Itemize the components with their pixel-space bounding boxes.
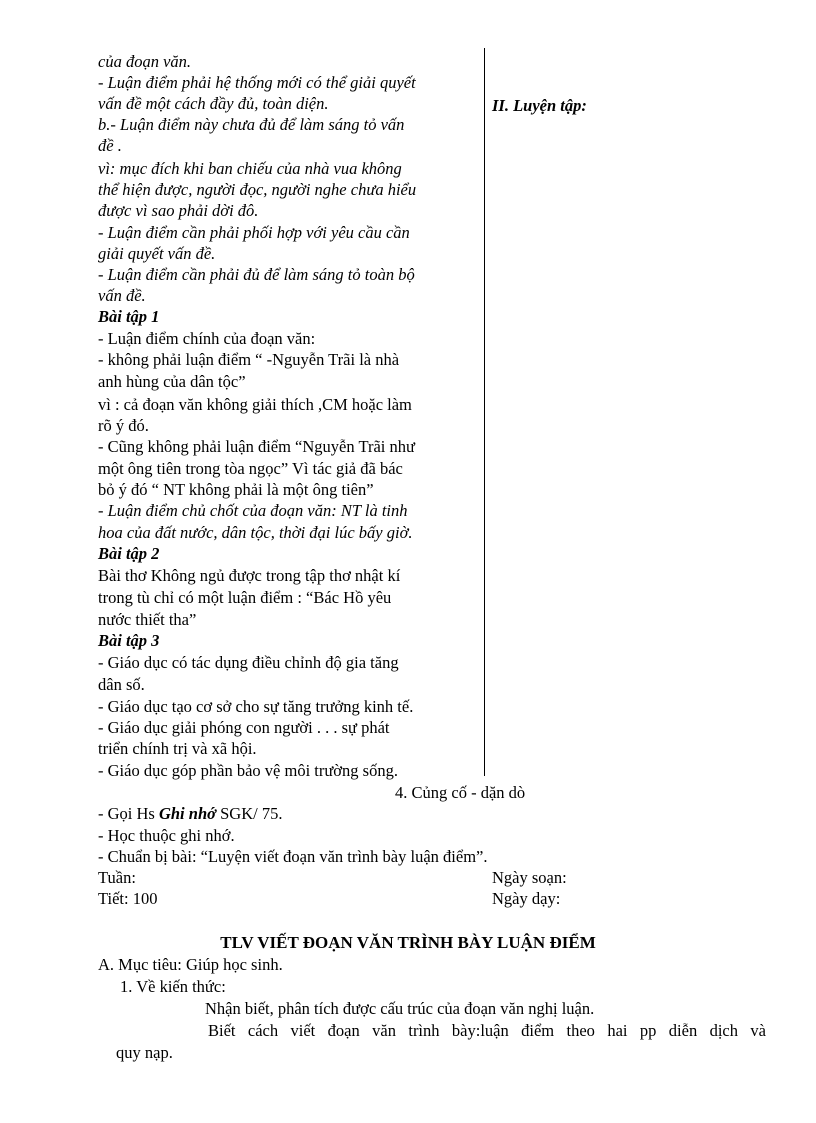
- text-line: vì: mục đích khi ban chiếu của nhà vua không: [98, 159, 402, 178]
- homework-prefix: - Gọi Hs: [98, 804, 159, 823]
- text-line: - không phải luận điểm “ -Nguyễn Trãi là nhà: [98, 350, 400, 369]
- text-line: thể hiện được, người đọc, người nghe chưa hiểu: [98, 180, 417, 199]
- homework-suffix: SGK/ 75.: [215, 804, 283, 823]
- lesson-title: TLV VIẾT ĐOẠN VĂN TRÌNH BÀY LUẬN ĐIỂM: [220, 933, 596, 952]
- text-line: - Luận điểm cần phải phối hợp với yêu cầu cần: [98, 223, 410, 242]
- text-line: của đoạn văn.: [98, 52, 192, 71]
- text-line: được vì sao phải dời đô.: [98, 201, 259, 220]
- objectives-heading: A. Mục tiêu: Giúp học sinh.: [98, 955, 283, 974]
- text-line: Bài thơ Không ngủ được trong tập thơ nhật kí: [98, 566, 401, 585]
- text-line: rõ ý đó.: [98, 416, 149, 435]
- text-line: b.- Luận điểm này chưa đủ để làm sáng tỏ vấn: [98, 115, 405, 134]
- text-line: đề .: [98, 136, 122, 155]
- homework-emphasis: Ghi nhớ: [158, 804, 216, 823]
- exercise-heading: Bài tập 3: [98, 631, 160, 650]
- text-line: Nhận biết, phân tích được cấu trúc của đoạn văn nghị luận.: [205, 999, 595, 1018]
- text-line: quy nạp.: [116, 1043, 173, 1062]
- text-line: triển chính trị và xã hội.: [98, 739, 257, 758]
- period-label: Tiết: 100: [98, 889, 158, 908]
- text-line: - Giáo dục góp phần bảo vệ môi trường sống.: [98, 761, 398, 780]
- text-line: bỏ ý đó “ NT không phải là một ông tiên”: [98, 480, 374, 499]
- text-line: - Luận điểm chủ chốt của đoạn văn: NT là tinh: [98, 501, 408, 520]
- text-line: - Luận điểm chính của đoạn văn:: [98, 329, 316, 348]
- text-line: hoa của đất nước, dân tộc, thời đại lúc bấy giờ.: [98, 523, 413, 542]
- week-label: Tuần:: [98, 868, 136, 887]
- text-line: nước thiết tha”: [98, 610, 197, 629]
- text-line: - Giáo dục giải phóng con người . . . sự phát: [98, 718, 390, 737]
- text-line: - Giáo dục tạo cơ sở cho sự tăng trưởng kinh tế.: [98, 697, 414, 716]
- exercise-heading: Bài tập 1: [98, 307, 160, 326]
- text-line: dân số.: [98, 675, 145, 694]
- text-line: vì : cả đoạn văn không giải thích ,CM hoặc làm: [98, 395, 412, 414]
- exercise-heading: Bài tập 2: [98, 544, 160, 563]
- text-line: giải quyết vấn đề.: [98, 244, 216, 263]
- text-line: vấn đề.: [98, 286, 146, 305]
- practice-heading: II. Luyện tập:: [492, 96, 587, 115]
- text-line: trong tù chỉ có một luận điểm : “Bác Hồ yêu: [98, 588, 392, 607]
- date-taught-label: Ngày dạy:: [492, 889, 561, 908]
- homework-line: - Học thuộc ghi nhớ.: [98, 826, 235, 845]
- text-line: - Cũng không phải luận điểm “Nguyễn Trãi như: [98, 437, 415, 456]
- text-line-justified: Biết cách viết đoạn văn trình bày:luận điểm theo hai pp diễn dịch và: [208, 1021, 766, 1040]
- homework-line: [98, 803, 282, 824]
- section-heading: 4. Củng cố - dặn dò: [395, 783, 526, 802]
- text-line: - Giáo dục có tác dụng điều chỉnh độ gia tăng: [98, 653, 399, 672]
- column-divider: [484, 48, 485, 776]
- text-line: - Luận điểm phải hệ thống mới có thể giải quyết: [98, 73, 416, 92]
- text-line: anh hùng của dân tộc”: [98, 372, 246, 391]
- text-line: - Luận điểm cần phải đủ để làm sáng tỏ toàn bộ: [98, 265, 415, 284]
- text-line: một ông tiên trong tòa ngọc” Vì tác giả đã bác: [98, 459, 403, 478]
- text-line: vấn đề một cách đầy đủ, toàn diện.: [98, 94, 329, 113]
- knowledge-heading: 1. Về kiến thức:: [120, 977, 226, 996]
- homework-line: - Chuẩn bị bài: “Luyện viết đoạn văn trình bày luận điểm”.: [98, 847, 488, 866]
- date-prepared-label: Ngày soạn:: [492, 868, 567, 887]
